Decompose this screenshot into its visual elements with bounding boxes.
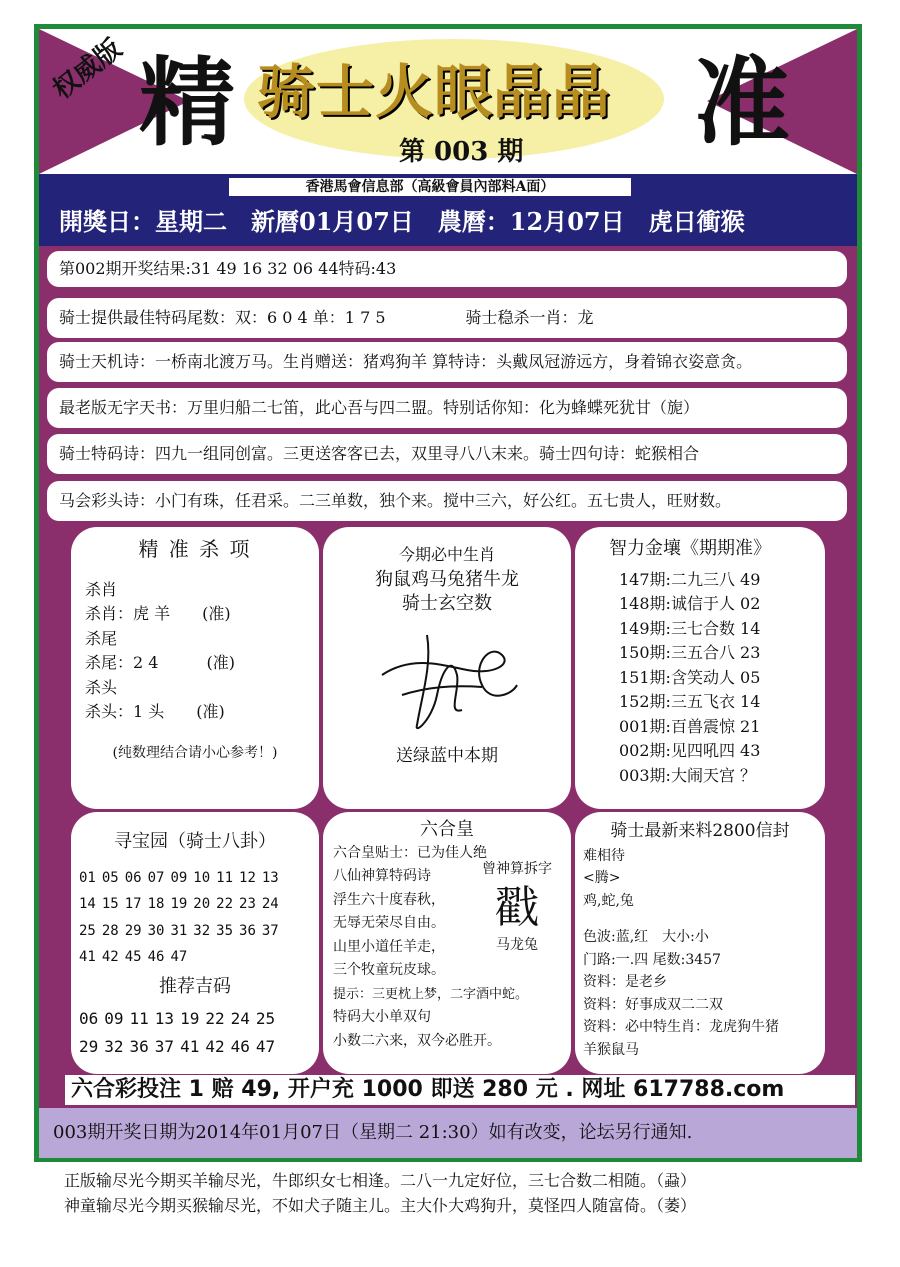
treasure-title: 寻宝园（骑士八卦） xyxy=(114,831,276,852)
letters-line: 资料：是老乡 xyxy=(583,974,667,990)
kill-line: 杀头 xyxy=(85,677,118,697)
letters-title: 骑士最新来料2800信封 xyxy=(610,821,790,841)
lhh-line: 特码大小单双句 xyxy=(333,1009,431,1025)
lhh-line: 六合皇贴士：已为佳人绝 xyxy=(333,844,487,861)
kill-line: 杀尾 xyxy=(85,628,118,648)
must-footer: 送绿蓝中本期 xyxy=(396,746,498,766)
riddle-glyph: 戳 xyxy=(495,881,539,933)
kill-note: (纯数理结合请小心参考！) xyxy=(112,744,278,761)
treasure-numbers xyxy=(79,865,311,971)
kill-card xyxy=(71,527,319,809)
poster-frame xyxy=(34,24,862,1162)
draw-notice: 003期开奖日期为2014年01月07日（星期二 21:30）如有改变，论坛另行通知. xyxy=(39,1108,857,1158)
char-right: 准 xyxy=(694,46,790,159)
char-left: 精 xyxy=(139,46,235,159)
must-card xyxy=(323,527,571,809)
number-row: 06 09 11 13 19 22 24 25 xyxy=(79,1009,276,1028)
glyph-answer: 马龙兔 xyxy=(496,936,538,953)
kill-title: 精 准 杀 项 xyxy=(138,537,252,561)
lhh-line: 提示：三更枕上梦，二字酒中蛇。 xyxy=(333,986,529,1002)
recommend-title: 推荐吉码 xyxy=(159,975,231,997)
wisdom-item: 149期:三七合数 14 xyxy=(619,618,761,638)
kill-line: 杀肖 xyxy=(85,579,118,599)
wisdom-item: 003期:大闹天宫 ？ xyxy=(619,765,757,785)
must-zodiac: 狗鼠鸡马兔猪牛龙 xyxy=(375,568,519,590)
kill-line: 杀尾：2 4 (准) xyxy=(85,653,235,672)
date-band xyxy=(39,174,857,246)
wisdom-list xyxy=(619,568,811,789)
letters-card xyxy=(575,812,825,1074)
signature-scribble xyxy=(372,625,522,735)
wisdom-item: 002期:见四吼四 43 xyxy=(619,741,761,760)
kill-line: 杀头：1 头 (准) xyxy=(85,702,225,721)
tail-row: 骑士提供最佳特码尾数：双：6 0 4 单：1 7 5 骑士稳杀一肖：龙 xyxy=(47,298,847,338)
glyph-riddle xyxy=(469,858,565,957)
result-row: 第002期开奖结果:31 49 16 32 06 44特码:43 xyxy=(47,251,847,287)
number-row: 25 28 29 30 31 32 35 36 37 xyxy=(79,922,279,939)
lhh-line: 三个牧童玩皮球。 xyxy=(333,962,445,978)
info-bar: 香港馬會信息部（高級會員內部料A面） xyxy=(229,178,631,196)
letters-line: 难相待 xyxy=(583,847,625,864)
lhh-line: 小数二六来，双今必胜开。 xyxy=(333,1032,501,1049)
treasure-card xyxy=(71,812,319,1074)
lucky-poem-row: 马会彩头诗：小门有珠，任君采。二三单数，独个来。搅中三六，好公红。五七贵人，旺财数。 xyxy=(47,481,847,521)
footer-line: 正版输尽光今期买羊输尽光，牛郎织女七相逢。二八一九定好位，三七合数二相随。（蝨） xyxy=(64,1171,697,1190)
letters-line: <腾> xyxy=(583,870,621,886)
number-row: 29 32 36 37 41 42 46 47 xyxy=(79,1037,276,1056)
wisdom-item: 151期:含笑动人 05 xyxy=(619,667,761,687)
letters-line: 资料：必中特生肖：龙虎狗牛猪 xyxy=(583,1019,779,1035)
lhh-title: 六合皇 xyxy=(420,819,474,840)
letters-line: 鸡,蛇,兔 xyxy=(583,892,634,909)
header xyxy=(39,29,857,174)
number-row: 01 05 06 07 09 10 11 12 13 xyxy=(79,869,279,886)
letters-spacer xyxy=(583,912,817,926)
letters-line: 资料：好事成双二二双 xyxy=(583,996,723,1013)
letters-line: 色波:蓝,红 大小:小 xyxy=(583,929,709,945)
wisdom-item: 150期:三五合八 23 xyxy=(619,643,761,662)
must-title: 今期必中生肖 xyxy=(398,545,495,564)
kill-line: 杀肖：虎 羊 (准) xyxy=(85,604,231,623)
draw-date-line: 開獎日：星期二 新曆01月07日 農曆：12月07日 虎日衝猴 xyxy=(59,207,745,236)
poem-row: 骑士天机诗：一桥南北渡万马。生肖赠送：猪鸡狗羊 算特诗：头戴凤冠游远方，身着锦衣姿意贪。 xyxy=(47,342,847,382)
lhh-line: 山里小道任羊走， xyxy=(333,938,445,955)
lhh-line: 八仙神算特码诗 xyxy=(333,868,431,884)
page-title: 骑士火眼晶晶 xyxy=(257,58,612,126)
letters-line: 羊猴鼠马 xyxy=(583,1041,639,1058)
number-row: 41 42 45 46 47 xyxy=(79,949,188,965)
wisdom-item: 148期:诚信于人 02 xyxy=(619,594,761,613)
number-row: 14 15 17 18 19 20 22 23 24 xyxy=(79,896,279,912)
ad-banner[interactable]: 六合彩投注 1 赔 49, 开户充 1000 即送 280 元 . 网址 617788.com xyxy=(65,1075,855,1105)
lhh-card xyxy=(323,812,571,1074)
recommend-numbers xyxy=(79,1005,311,1061)
wisdom-title: 智力金壤《期期准》 xyxy=(609,538,771,559)
wisdom-card xyxy=(575,527,825,809)
book-row: 最老版无字天书：万里归船二七笛，此心吾与四二盟。特别话你知：化为蜂蝶死犹甘（旎） xyxy=(47,388,847,428)
special-poem-row: 骑士特码诗：四九一组同创富。三更送客客已去，双里寻八八末来。骑士四句诗：蛇猴相合 xyxy=(47,434,847,474)
wisdom-item: 001期:百兽震惊 21 xyxy=(619,716,761,736)
glyph-riddle-title: 曾神算拆字 xyxy=(482,861,552,877)
lhh-line: 无辱无荣尽自由。 xyxy=(333,915,445,931)
must-riddle: 骑士玄空数 xyxy=(402,593,492,614)
footer-line: 神童输尽光今期买猴输尽光，不如犬子随主儿。主大仆大鸡狗升，莫怪四人随富倚。（萎） xyxy=(64,1196,697,1215)
wisdom-item: 152期:三五飞衣 14 xyxy=(619,692,761,711)
issue-number: 第 003 期 xyxy=(399,137,524,167)
wisdom-item: 147期:二九三八 49 xyxy=(619,569,761,589)
letters-line: 门路:一.四 尾数:3457 xyxy=(583,951,721,968)
lhh-line: 浮生六十度春秋， xyxy=(333,891,445,908)
edition-stamp: 权威版 xyxy=(47,33,128,106)
